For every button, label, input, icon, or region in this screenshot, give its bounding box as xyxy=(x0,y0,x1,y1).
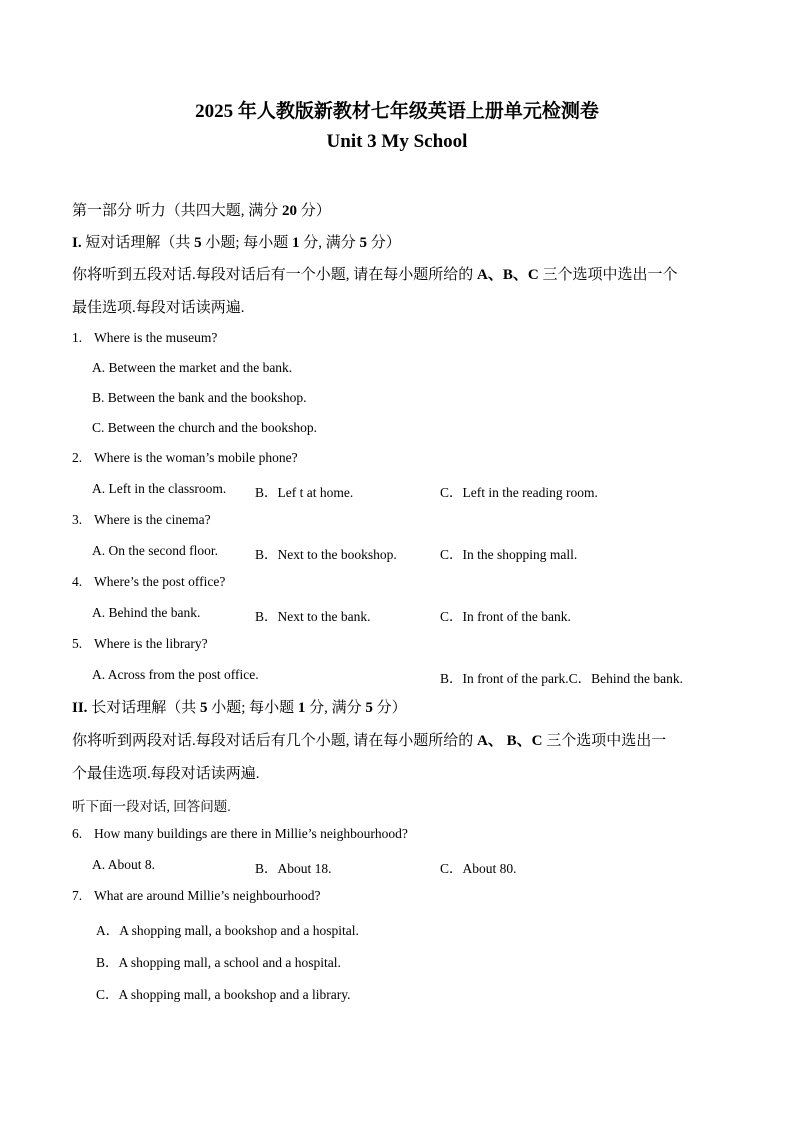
question-number: 2. xyxy=(72,450,83,465)
option: B．About 18. xyxy=(255,861,332,876)
section-title-text: 分, 满分 xyxy=(305,700,366,716)
instructions-line2: 最佳选项.每段对话读两遍. xyxy=(72,300,245,316)
question-text: What are around Millie’s neighbourhood? xyxy=(94,888,321,903)
option: C．In the shopping mall. xyxy=(440,547,578,562)
question-count: 5 xyxy=(199,700,208,716)
section-heading xyxy=(72,231,401,252)
option: C．Left in the reading room. xyxy=(440,485,598,500)
score-each: 1 xyxy=(297,700,306,716)
question-text: How many buildings are there in Millie’s neighbourhood? xyxy=(94,826,408,841)
instructions-text: 你将听到两段对话.每段对话后有几个小题, 请在每小题所给的 xyxy=(72,733,478,749)
option: A. Left in the classroom. xyxy=(92,481,227,496)
instructions xyxy=(72,263,677,284)
option: A. About 8. xyxy=(92,857,156,872)
question-number: 1. xyxy=(72,330,83,345)
section-title-text: 短对话理解（共 xyxy=(81,235,195,251)
part-heading-post: 分） xyxy=(297,203,331,219)
option: C．In front of the bank. xyxy=(440,609,571,624)
option: B．A shopping mall, a school and a hospital. xyxy=(96,955,341,970)
section-number: I. xyxy=(72,235,82,251)
question xyxy=(72,512,211,528)
option: B．Next to the bookshop. xyxy=(255,547,397,562)
option-b: B．In front of the park. xyxy=(440,671,569,686)
score-each: 1 xyxy=(292,235,300,251)
instructions-line3: 听下面一段对话, 回答问题. xyxy=(72,799,231,814)
option: C．About 80. xyxy=(440,861,517,876)
score-total: 5 xyxy=(365,700,373,716)
question xyxy=(72,450,298,466)
instructions-line2: 个最佳选项.每段对话读两遍. xyxy=(72,766,260,782)
instructions-options: A、 B、C xyxy=(477,733,543,749)
section-heading xyxy=(72,696,407,717)
question-text: Where is the woman’s mobile phone? xyxy=(94,450,298,465)
question xyxy=(72,574,225,590)
question-count: 5 xyxy=(194,235,202,251)
page-title: 2025 年人教版新教材七年级英语上册单元检测卷 xyxy=(195,101,599,122)
instructions-options: A、B、C xyxy=(477,267,539,283)
option: A. Across from the post office. xyxy=(92,667,259,682)
option: B．Next to the bank. xyxy=(255,609,371,624)
section-title-text: 小题; 每小题 xyxy=(207,700,298,716)
question xyxy=(72,636,208,652)
question-text: Where’s the post office? xyxy=(94,574,226,589)
question-number: 4. xyxy=(72,574,83,589)
question xyxy=(72,888,320,904)
question xyxy=(72,826,408,842)
section-title-text: 小题; 每小题 xyxy=(201,235,293,251)
option: C．A shopping mall, a bookshop and a library. xyxy=(96,987,351,1002)
question-number: 3. xyxy=(72,512,83,527)
question xyxy=(72,330,217,346)
option xyxy=(440,667,683,687)
option-c: C．Behind the bank. xyxy=(568,671,683,686)
instructions-text: 三个选项中选出一个 xyxy=(538,267,678,283)
score-total: 5 xyxy=(359,235,368,251)
question-number: 7. xyxy=(72,888,83,903)
option: A. Between the market and the bank. xyxy=(92,360,293,375)
question-text: Where is the library? xyxy=(94,636,208,651)
instructions-text: 三个选项中选出一 xyxy=(542,733,667,749)
option: A. On the second floor. xyxy=(92,543,218,558)
question-text: Where is the museum? xyxy=(94,330,218,345)
section-title-text: 分, 满分 xyxy=(299,235,360,251)
option: A．A shopping mall, a bookshop and a hospital. xyxy=(96,923,359,938)
section-title-text: 分） xyxy=(372,700,407,716)
option: A. Behind the bank. xyxy=(92,605,201,620)
question-number: 6. xyxy=(72,826,83,841)
instructions-text: 你将听到五段对话.每段对话后有一个小题, 请在每小题所给的 xyxy=(72,267,478,283)
section-title-text: 长对话理解（共 xyxy=(87,700,200,716)
section-title-text: 分） xyxy=(367,235,401,251)
instructions xyxy=(72,729,666,750)
section-number: II. xyxy=(72,700,88,716)
part-heading-score: 20 xyxy=(282,203,298,219)
option: C. Between the church and the bookshop. xyxy=(92,420,317,435)
page-subtitle: Unit 3 My School xyxy=(326,131,468,152)
part-heading-pre: 第一部分 听力（共四大题, 满分 xyxy=(72,203,283,219)
question-text: Where is the cinema? xyxy=(94,512,211,527)
option: B. Between the bank and the bookshop. xyxy=(92,390,307,405)
option: B．Lef t at home. xyxy=(255,485,354,500)
question-number: 5. xyxy=(72,636,83,651)
part-heading xyxy=(72,199,331,220)
